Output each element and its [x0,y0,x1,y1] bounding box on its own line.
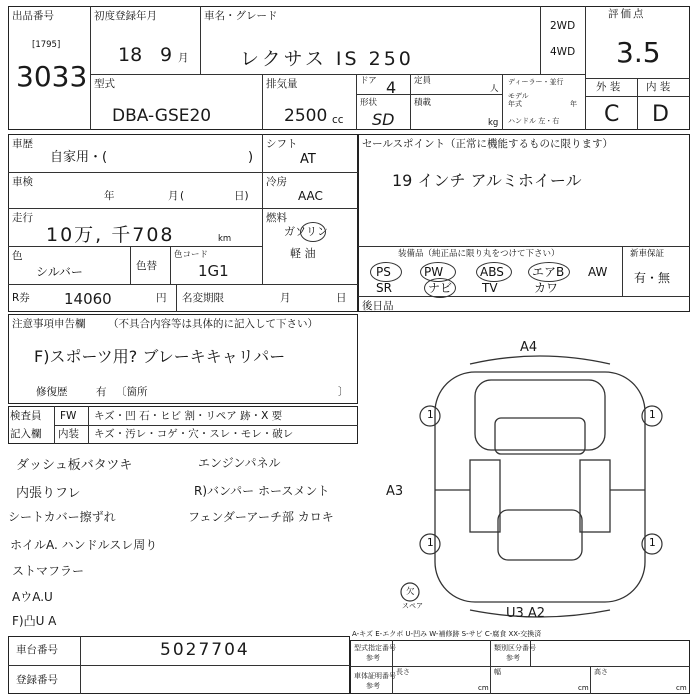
checker-label-2: 記入欄 [10,428,42,440]
hand-note-8: エンジンパネル [198,456,281,470]
notes-value: F)スポーツ用? ブレーキキャリパー [34,347,286,366]
sales-point-label: セールスポイント（正常に機能するものに限ります） [362,138,614,150]
hand-note-2: 内張りフレ [16,486,81,501]
inspection-year: 年 [104,190,115,202]
navi-circle [424,278,456,298]
doors-label: ドア [360,76,377,86]
color-label: 色 [12,250,23,262]
height-label: 高さ [594,668,608,676]
aircon-value: AAC [298,189,323,203]
equip-aw: AW [588,265,608,279]
score-label: 評価点 [608,8,646,20]
repair-end: 〕 [338,386,349,398]
model-value: DBA-GSE20 [112,106,212,126]
int-grade: D [652,102,669,127]
name-label: 車名・グレード [204,10,278,22]
equip-sr: SR [376,281,392,295]
equip-label: 装備品（純正品に限り丸をつけて下さい） [398,249,560,259]
height-cm: cm [676,684,687,692]
airbag-circle [528,262,570,282]
equip-tv: TV [482,281,498,295]
displacement-unit: cc [332,114,344,126]
name-change-day: 日 [336,292,347,304]
spec-a-label: 型式指定番号 [354,644,396,652]
load-unit: kg [488,118,499,128]
name-change-month: 月 [280,292,291,304]
shift-label: シフト [266,138,298,150]
hand-note-3: シートカバー擦ずれ [8,510,116,524]
width-cm: cm [578,684,589,692]
car-name: レクサス IS 250 [240,48,414,70]
length-label: 長さ [396,668,410,676]
fuel-gasoline: ガソリン [284,225,328,238]
r-ticket-unit: 円 [156,292,167,304]
mileage-unit: km [218,234,232,244]
capacity-unit: 人 [490,84,499,94]
gasoline-circle [300,222,326,242]
fw-label: FW [60,410,77,422]
car-diagram [400,340,690,625]
wheel-fl: 1 [427,409,434,421]
shift-value: AT [300,152,316,167]
equip-navi: ナビ [428,281,453,295]
notes-label: 注意事項申告欄 [12,318,86,330]
color-value: シルバー [36,265,83,279]
dealer-label: ディーラー・並行 [508,78,564,86]
checker-label-1: 検査員 [10,410,42,422]
shape-label: 形状 [360,98,378,108]
drive-4wd: 4WD [550,46,576,58]
equip-ps: PS [376,265,391,279]
r-ticket-label: R券 [12,292,30,304]
r-ticket-value: 14060 [64,290,112,308]
warranty-value: 有・無 [634,271,671,285]
inspection-open: ( [180,190,185,202]
ps-circle [370,262,402,282]
ext-grade: C [604,102,620,127]
hand-note-6: AウA.U [12,590,53,604]
length-cm: cm [478,684,489,692]
diagram-a3: A3 [386,484,404,499]
later-docs-label: 後日品 [362,300,394,312]
notes-hint: （不具合内容等は具体的に記入して下さい） [108,318,318,330]
legend: A-キズ E-エクボ U-凹み W-補修跡 S-サビ C-腐食 XX-交換済 [352,630,542,638]
usage-close: ) [248,150,254,165]
warranty-label: 新車保証 [630,249,665,259]
first-reg-month-unit: 月 [178,52,189,64]
hand-note-7: F)凸U A [12,614,57,628]
chassis-value: 5027704 [160,640,250,660]
spec-a-sub: 参考 [366,654,380,662]
fw-items: キズ・凹 石・ヒビ 割・リペア 跡・X 要 [94,410,283,422]
fuel-diesel: 軽 油 [290,247,316,260]
diagram-bottom: U3 A2 [506,606,546,621]
inspection-month: 月 [168,190,179,202]
equip-leather: カワ [534,281,559,295]
chassis-label: 車台番号 [16,644,58,656]
hand-note-4: ホイルA. ハンドルスレ周り [10,538,158,552]
int-row-items: キズ・汚レ・コゲ・穴・スレ・モレ・破レ [94,428,294,440]
repair-value: 有 [96,386,107,398]
drive-2wd: 2WD [550,20,576,32]
spec-b-sub: 参考 [506,654,520,662]
score-value: 3.5 [616,36,661,69]
int-row-label: 内装 [58,428,79,440]
aircon-label: 冷房 [266,176,287,188]
hand-note-9: R)バンパー ホースメント [194,484,330,498]
color-change-label: 色替 [136,260,157,272]
abs-circle [476,262,512,282]
spec-c-label: 車体証明番号 [354,672,396,680]
ext-label: 外 装 [596,81,621,93]
sales-equip-box [358,134,690,312]
repair-label: 修復歴 [36,386,68,398]
repair-close: 〔箇所 [116,386,148,398]
spec-c-sub: 参考 [366,682,380,690]
sales-point-value: 19 インチ アルミホイール [392,171,582,190]
reg-no-label: 登録番号 [16,674,58,686]
inspection-label: 車検 [12,176,33,188]
capacity-label: 定員 [414,76,432,86]
first-reg-month: 9 [160,44,173,66]
handle-label: ハンドル 左・右 [508,117,560,125]
hand-note-5: ストマフラー [12,564,85,578]
equip-abs: ABS [480,265,504,279]
mileage-label: 走行 [12,212,33,224]
load-label: 積載 [414,98,432,108]
inspection-day: 日) [234,190,249,202]
usage-label: 車歴 [12,138,33,150]
color-code-label: 色コード [174,250,209,260]
name-change-label: 名変期限 [182,292,224,304]
first-reg-year: 18 [118,44,143,66]
displacement-value: 2500 [284,106,328,126]
lot-small: [1795] [32,40,61,50]
first-reg-label: 初度登録年月 [94,10,157,22]
hand-note-1: ダッシュ板バタツキ [16,458,133,473]
wheel-fr: 1 [649,409,656,421]
equip-airbag: エアB [532,265,565,279]
displacement-label: 排気量 [266,78,298,90]
diagram-a4: A4 [520,340,538,355]
shape-value: SD [372,110,395,129]
model-label: 型式 [94,78,115,90]
width-label: 幅 [494,668,501,676]
usage-value: 自家用・( [50,150,108,165]
lot-label: 出品番号 [12,10,54,22]
lot-number: 3033 [16,60,88,93]
hand-note-10: フェンダーアーチ部 カロキ [188,510,334,524]
wheel-rr: 1 [649,537,656,549]
mileage-value: 10万, 千708 [46,224,175,246]
doors-value: 4 [386,78,397,97]
model-year-label: モデル 年式 [508,92,529,108]
spec-b-label: 類別区分番号 [494,644,536,652]
spare-mark: 欠 [406,587,415,597]
equip-pw: PW [424,265,444,279]
wheel-rl: 1 [427,537,434,549]
int-label: 内 装 [646,81,671,93]
model-year-unit: 年 [570,100,577,108]
spare-label: スペア [402,602,423,610]
color-code-value: 1G1 [198,262,229,280]
fuel-label: 燃料 [266,212,287,224]
